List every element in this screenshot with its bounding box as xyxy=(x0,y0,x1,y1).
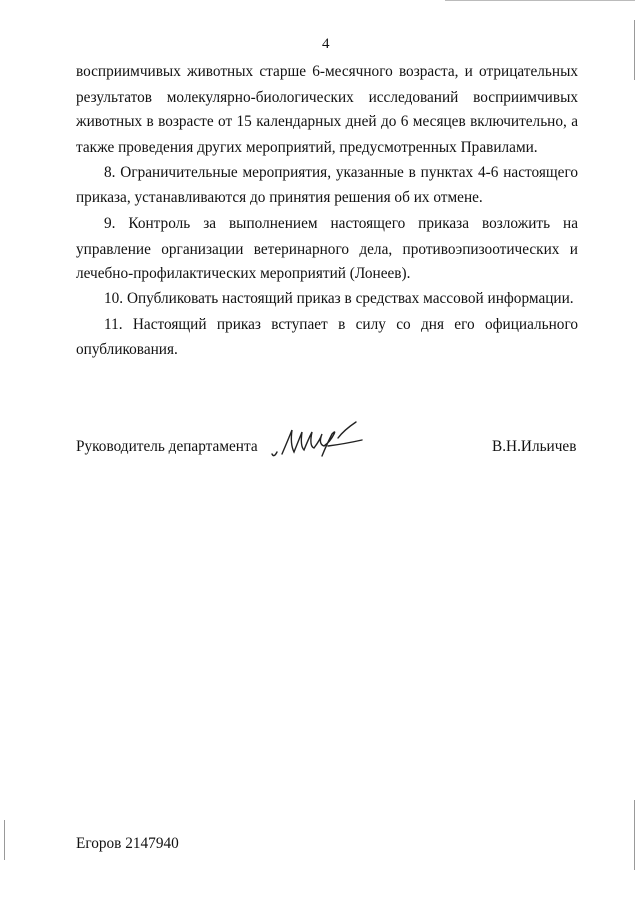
text-line: 9. Контроль за выполнением настоящего приказа возложить на xyxy=(104,215,578,232)
text-line: результатов молекулярно-биологических исследований восприимчивых xyxy=(76,89,578,106)
text-line: 11. Настоящий приказ вступает в силу со дня его официального xyxy=(104,316,578,333)
text-line: лечебно-профилактических мероприятий (Лонеев). xyxy=(76,265,411,282)
text-line: восприимчивых животных старше 6-месячного возраста, и отрицательных xyxy=(76,63,578,80)
handwritten-signature xyxy=(268,420,368,465)
scan-edge-mark xyxy=(4,820,5,860)
text-line: 8. Ограничительные мероприятия, указанные в пунктах 4-6 настоящего xyxy=(104,164,578,181)
signatory-position: Руководитель департамента xyxy=(76,438,258,455)
scan-edge-mark xyxy=(634,800,635,870)
text-line: животных в возрасте от 15 календарных дней до 6 месяцев включительно, а xyxy=(76,113,578,130)
executor-footer: Егоров 2147940 xyxy=(76,835,179,852)
text-line: также проведения других мероприятий, предусмотренных Правилами. xyxy=(76,139,538,156)
scan-edge-line xyxy=(445,0,635,1)
text-line: приказа, устанавливаются до принятия решения об их отмене. xyxy=(76,189,483,206)
text-line: управление организации ветеринарного дела, противоэпизоотических и xyxy=(76,241,578,258)
page-number: 4 xyxy=(322,36,330,52)
scan-edge-mark xyxy=(634,20,635,80)
text-line: 10. Опубликовать настоящий приказ в средствах массовой информации. xyxy=(104,290,574,307)
text-line: опубликования. xyxy=(76,341,178,358)
signatory-name: В.Н.Ильичев xyxy=(492,438,577,455)
